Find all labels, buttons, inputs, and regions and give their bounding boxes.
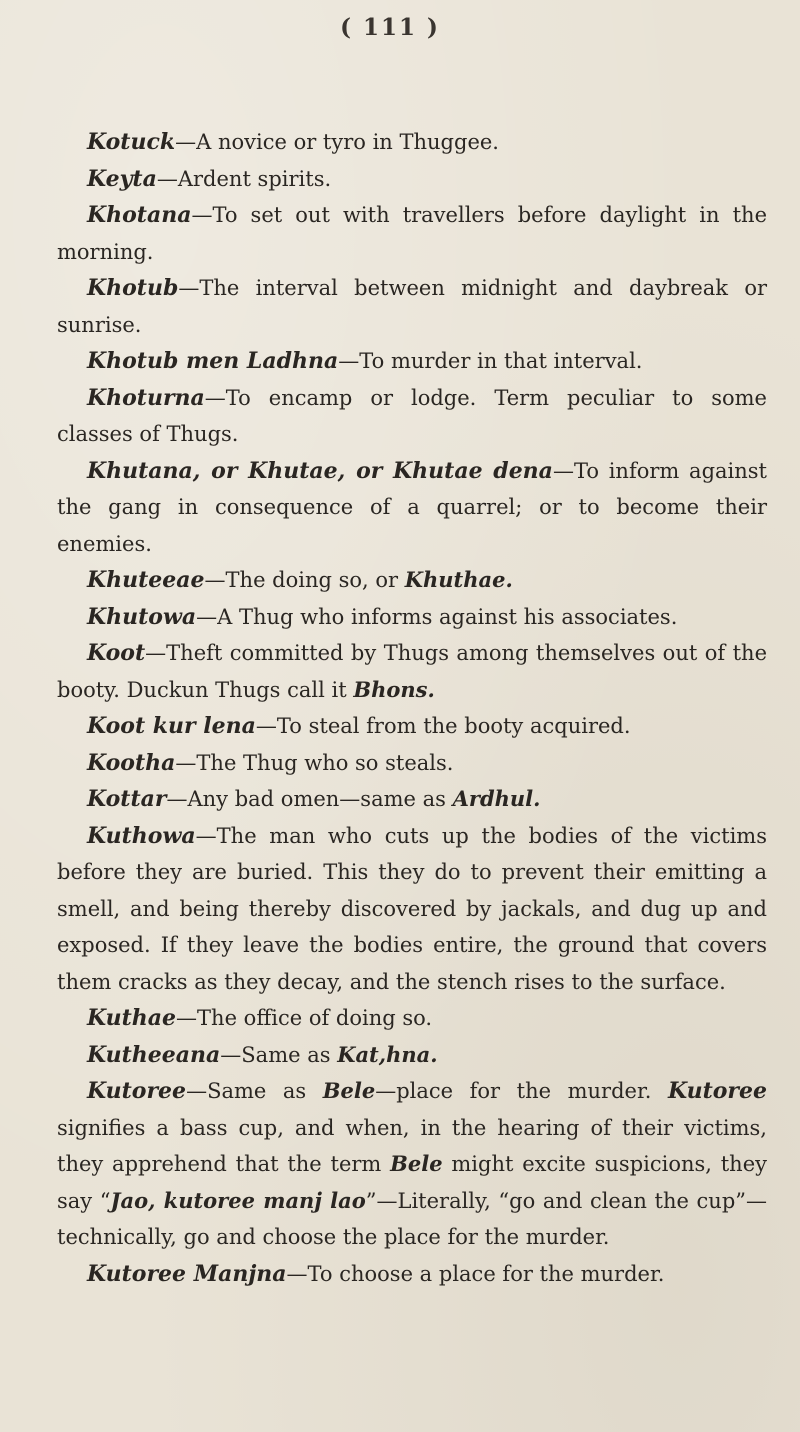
entry-term: Khutowa [87,603,197,630]
entry-term: Kuthae [87,1005,177,1031]
entry-definition: —The interval between midnight and daybreak or sunrise. [57,276,767,337]
glossary-entry [57,380,767,453]
glossary-entry [57,1000,767,1037]
entry-definition: —To set out with travellers before daylight in the morning. [57,203,767,264]
entry-term: Kootha [87,749,176,776]
entry-definition-continued: ”—Literally, “go and clean the cup”—technically, go and choose the place for the murder. [57,1188,768,1249]
entry-term: Khotub [87,275,179,301]
entry-definition: —The man who cuts up the bodies of the victims before they are buried. This they do to prevent their emitting a smell, and being thereby discovered by jackals, and dug up and exposed. If they leave the bodies entire, the ground that covers them cracks as they decay, and the stench rises to the surface. [57,823,767,994]
entry-definition: —To murder in that interval. [338,349,643,373]
entry-term: Khotana [87,202,192,228]
entry-definition: —To steal from the booty acquired. [255,714,631,738]
entry-term: Kutheeana [87,1041,221,1068]
entry-italic-reference: Bele [390,1151,443,1176]
entry-definition-continued: might excite suspicions, they say “ [57,1152,767,1213]
entry-italic-reference: Khuthae. [404,567,513,592]
entry-definition-continued: signifies a bass cup, and when, in the hearing of their victims, they apprehend that the term [57,1115,767,1176]
glossary-entry [57,343,767,380]
entry-term: Khotub men Ladhna [87,348,339,374]
glossary-entry [57,270,767,343]
entry-definition: —A Thug who informs against his associates. [196,604,678,629]
glossary-entry [57,1073,767,1256]
entry-definition: —Any bad omen—same as [166,787,453,811]
glossary-entry [57,453,767,563]
entry-italic-reference: Ardhul. [452,786,541,811]
entry-term: Kutoree [87,1078,187,1104]
entry-term: Koot kur lena [87,713,256,739]
entry-definition: —To inform against the gang in consequence of a quarrel; or to become their enemies. [57,458,767,556]
page-number: ( 111 ) [340,14,440,41]
entry-definition: —Same as [220,1042,338,1067]
entry-definition: —A novice or tyro in Thuggee. [175,130,499,154]
entry-term: Khuteeae [87,567,205,593]
entry-term: Keyta [87,165,157,192]
entry-italic-reference: Kat,hna. [337,1041,438,1067]
glossary-entry [57,635,767,708]
entry-term: Khutana, or Khutae, or Khutae dena [87,457,553,484]
entry-term: Kotuck [87,129,176,155]
entry-term: Kutoree Manjna [87,1260,287,1287]
glossary-entry [57,599,767,636]
glossary-entry [57,818,767,1001]
entry-definition: —The doing so, or [204,568,405,592]
entry-definition: —To encamp or lodge. Term peculiar to some classes of Thugs. [57,385,767,446]
glossary-entry [57,1037,767,1074]
glossary-entry [57,124,767,161]
glossary-entry [57,781,767,818]
entry-definition: —The Thug who so steals. [175,750,454,775]
glossary-entry [57,197,767,270]
entry-italic-reference: Bele [322,1078,376,1103]
entry-italic-reference: Kutoree [667,1078,767,1104]
glossary-entry [57,708,767,745]
entry-definition-continued: —place for the murder. [375,1079,668,1103]
entry-term: Kuthowa [87,822,196,849]
entry-definition: —The office of doing so. [176,1006,433,1030]
entry-italic-reference: Jao, kutoree manj lao [110,1187,366,1213]
entry-term: Koot [87,640,146,666]
glossary-entry [57,161,767,198]
entry-definition: —Ardent spirits. [156,166,332,191]
glossary-entry [57,1256,767,1293]
entry-italic-reference: Bhons. [353,676,435,702]
glossary-entry [57,745,767,782]
entry-definition: —Same as [186,1079,323,1103]
entry-term: Kottar [87,786,167,812]
entry-term: Khoturna [87,384,205,411]
glossary-text [57,124,767,1292]
entry-definition: —To choose a place for the murder. [286,1261,665,1286]
glossary-entry [57,562,767,599]
entry-definition: —Theft committed by Thugs among themselves out of the booty. Duckun Thugs call it [57,641,767,702]
